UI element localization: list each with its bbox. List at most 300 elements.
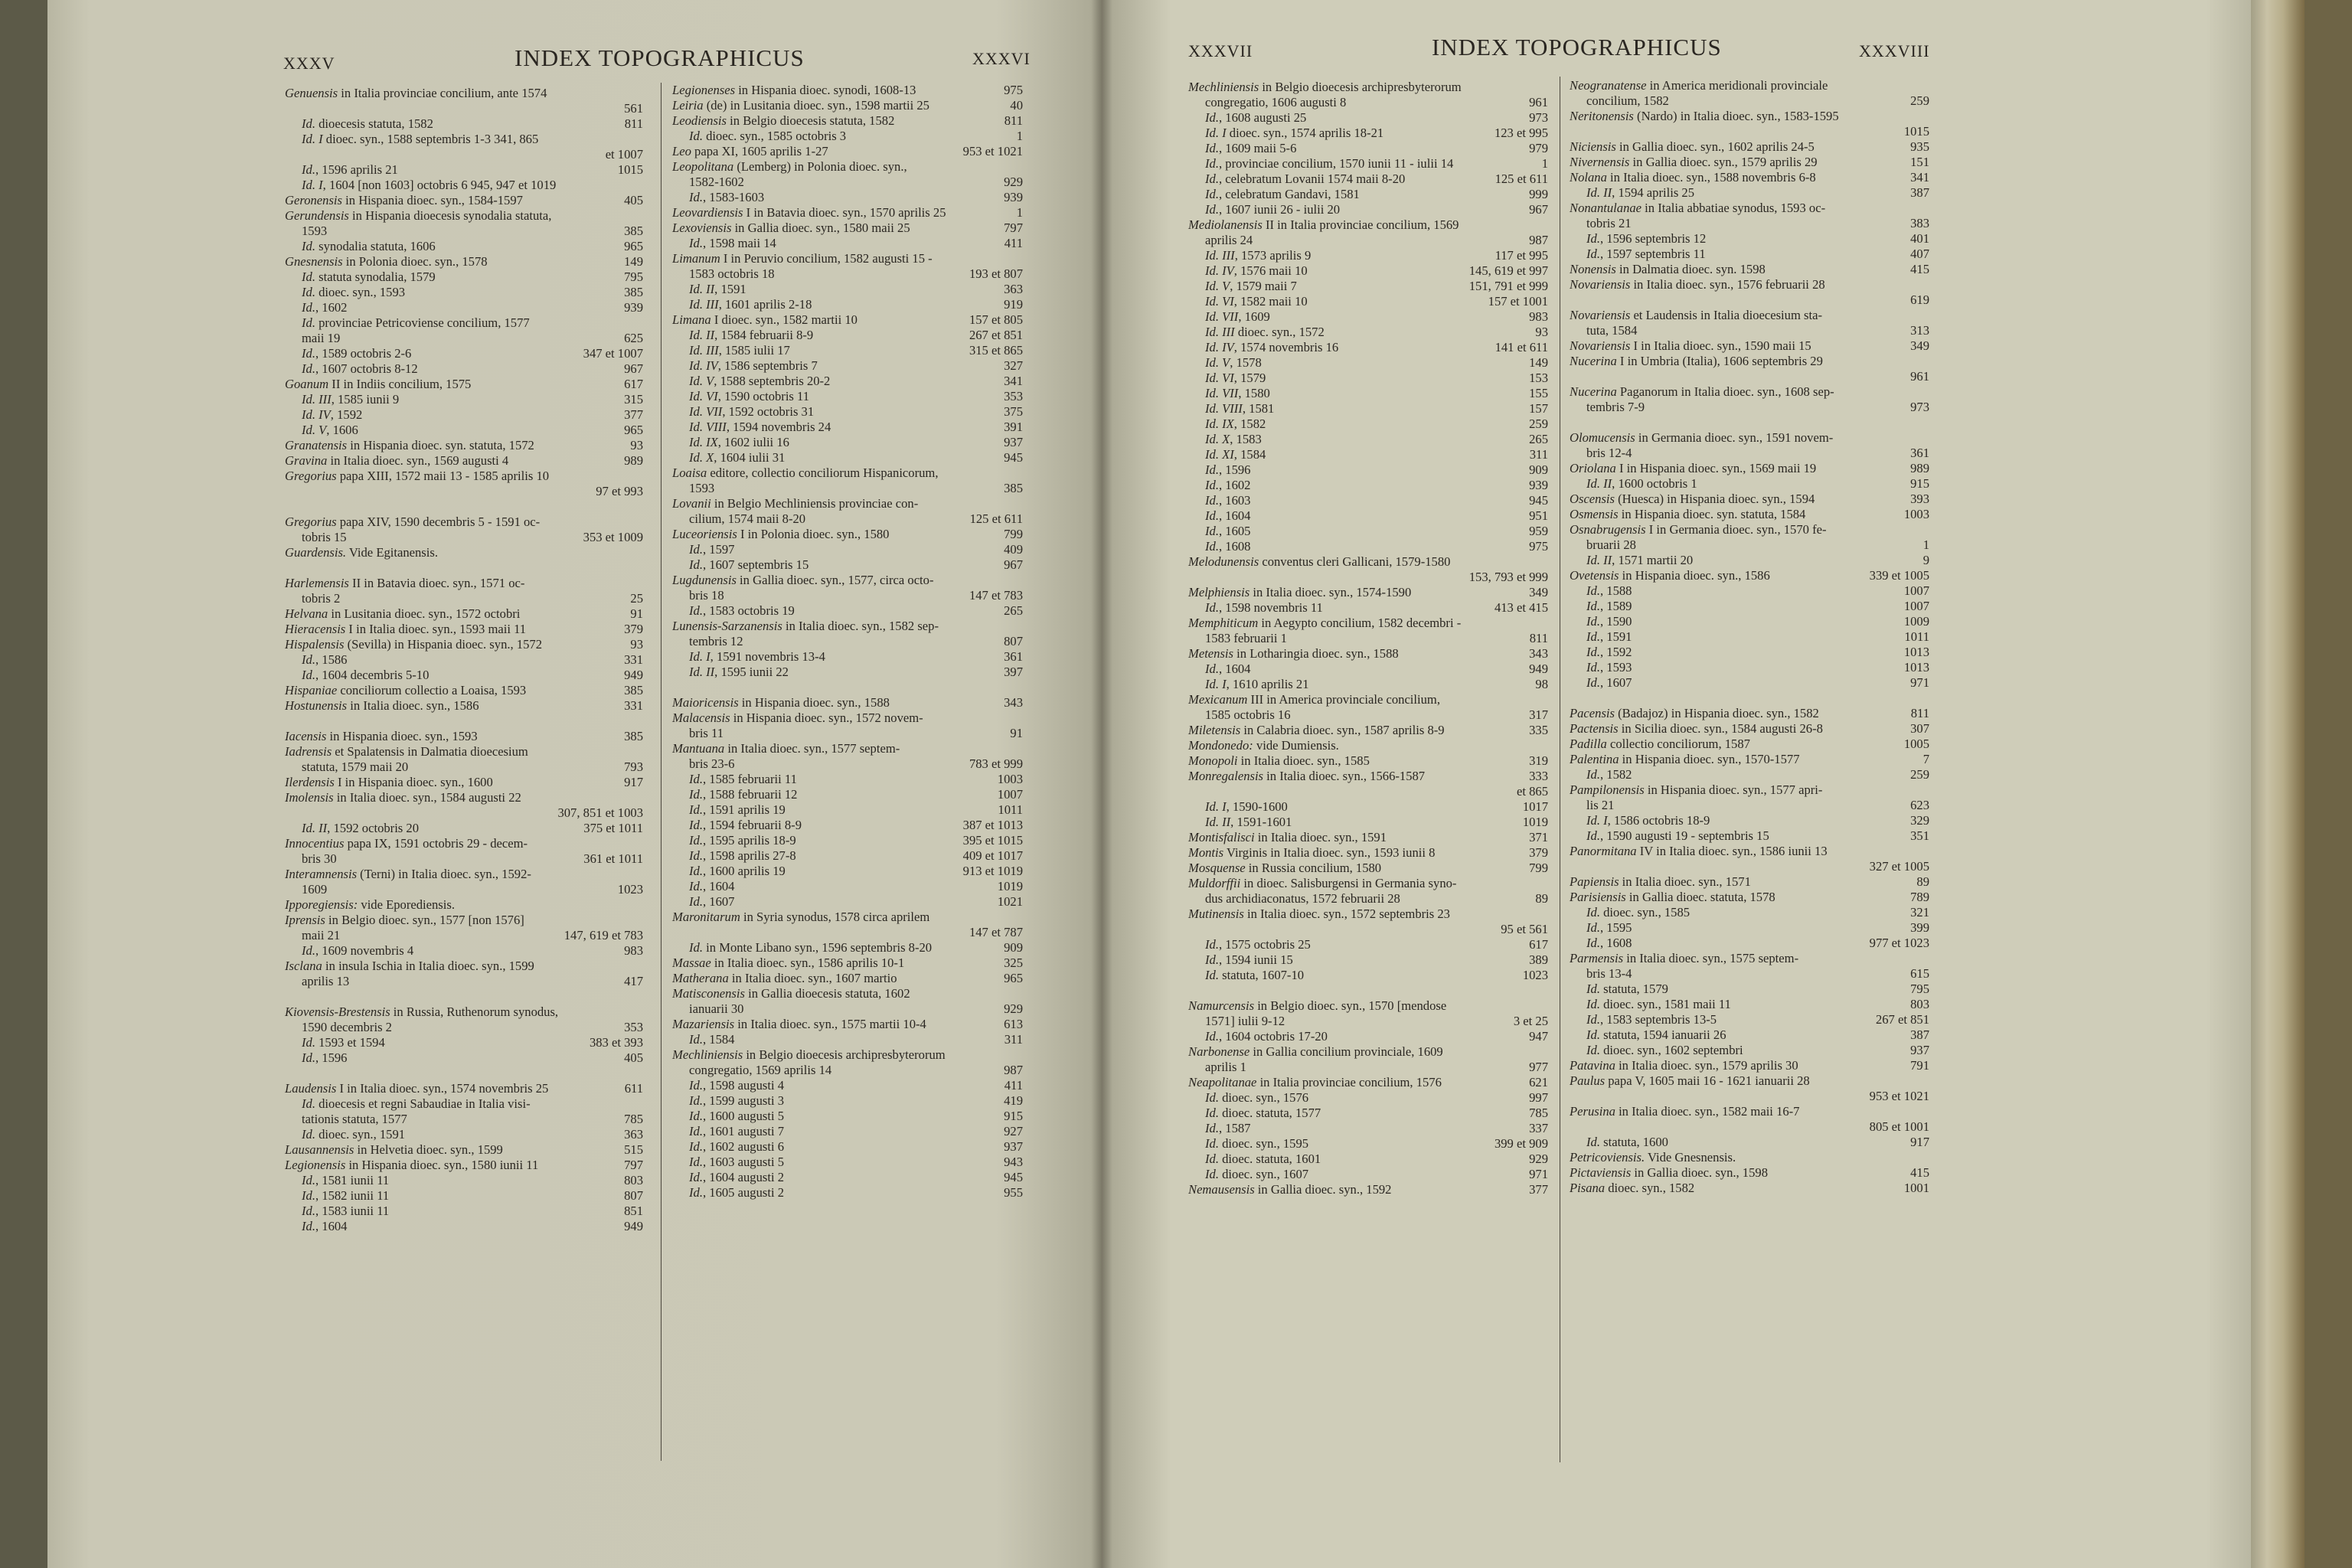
index-entry-text: Pactensis in Sicilia dioec. syn., 1584 augusti 26-8	[1570, 721, 1823, 736]
index-entry	[672, 328, 1023, 343]
index-entry-page: 987	[1529, 233, 1548, 247]
index-entry	[1570, 1043, 1929, 1058]
index-entry-page: 939	[624, 300, 643, 315]
index-entry	[285, 1066, 643, 1081]
left-page-column-rule	[661, 83, 662, 1461]
index-entry	[1570, 231, 1929, 247]
index-entry	[672, 741, 1023, 756]
index-entry-page: 999	[1529, 187, 1548, 201]
index-entry	[1188, 1106, 1548, 1121]
index-entry-text: tobris 15	[302, 530, 347, 544]
index-entry	[1188, 172, 1548, 187]
index-entry-text: Papiensis in Italia dioec. syn., 1571	[1570, 874, 1751, 889]
index-entry-page: 811	[624, 116, 643, 131]
index-entry-text: Mantuana in Italia dioec. syn., 1577 septem-	[672, 741, 900, 756]
index-entry-text: Id., 1590 augusti 19 - septembris 15	[1586, 828, 1769, 843]
index-entry	[1570, 553, 1929, 568]
index-entry	[1188, 677, 1548, 692]
index-entry-page: 1019	[1522, 815, 1548, 829]
index-entry-text: Id., 1603	[1205, 493, 1251, 508]
index-entry	[672, 1001, 1023, 1017]
index-entry-page: 797	[1004, 220, 1023, 235]
index-entry	[672, 389, 1023, 404]
index-entry-page: 1011	[1904, 629, 1929, 644]
index-entry-page: 399 et 909	[1494, 1136, 1548, 1151]
index-entry-page: 939	[1004, 190, 1023, 204]
book-page-edges	[2251, 0, 2305, 1568]
index-entry-page: 949	[624, 668, 643, 682]
index-entry-text: Id. IX, 1582	[1205, 416, 1266, 431]
index-entry	[285, 377, 643, 392]
index-entry-text: Matisconensis in Gallia dioecesis statuta, 1602	[672, 986, 910, 1001]
index-entry	[1570, 537, 1929, 553]
index-entry-page: 515	[624, 1142, 643, 1157]
left-page-number-xxxvi: XXXVI	[972, 49, 1031, 68]
index-entry-page: et 865	[1516, 784, 1548, 799]
index-entry	[672, 404, 1023, 420]
index-entry	[1188, 141, 1548, 156]
index-entry-text: Id., 1587	[1205, 1121, 1251, 1135]
index-entry-page: 337	[1529, 1121, 1548, 1135]
index-entry-text: Pacensis (Badajoz) in Hispania dioec. syn., 1582	[1570, 706, 1819, 720]
index-entry	[1188, 876, 1548, 891]
index-entry	[672, 695, 1023, 710]
index-entry	[1570, 277, 1929, 292]
index-entry-text: Nucerina Paganorum in Italia dioec. syn., 1608 sep-	[1570, 384, 1834, 399]
index-entry-text: Id. III, 1601 aprilis 2-18	[689, 297, 812, 312]
index-entry-page: 811	[1529, 631, 1548, 645]
index-entry	[1188, 355, 1548, 371]
index-entry	[285, 300, 643, 315]
index-entry-text: Id., 1595 aprilis 18-9	[689, 833, 796, 848]
index-entry	[672, 557, 1023, 573]
index-entry-text: Id. dioec. statuta, 1577	[1205, 1106, 1321, 1120]
index-entry-page: 953 et 1021	[1869, 1089, 1929, 1103]
index-entry-text: aprilis 24	[1205, 233, 1253, 247]
index-entry	[672, 1093, 1023, 1109]
index-entry-page: 1021	[997, 894, 1023, 909]
index-entry-page: 949	[624, 1219, 643, 1233]
index-entry	[1570, 737, 1929, 752]
index-entry	[1188, 753, 1548, 769]
index-entry-page: 1	[1016, 129, 1023, 143]
index-entry-page: 803	[624, 1173, 643, 1187]
index-entry-text: Hispaniae conciliorum collectio a Loaisa, 1593	[285, 683, 527, 697]
index-entry-text: 1585 octobris 16	[1205, 707, 1291, 722]
index-entry	[1570, 1135, 1929, 1150]
index-entry	[672, 190, 1023, 205]
index-entry	[672, 787, 1023, 802]
index-entry	[1570, 522, 1929, 537]
index-entry-page: 945	[1529, 493, 1548, 508]
index-entry-page: 965	[1004, 971, 1023, 985]
index-entry-text: Parisiensis in Gallia dioec. statuta, 1578	[1570, 890, 1775, 904]
index-entry-page: 95 et 561	[1501, 922, 1548, 936]
index-entry-text: Namurcensis in Belgio dioec. syn., 1570 [mendose	[1188, 998, 1447, 1013]
index-entry-text: Ovetensis in Hispania dioec. syn., 1586	[1570, 568, 1770, 583]
index-entry-text: Id., 1608	[1586, 936, 1632, 950]
index-entry-page: 157	[1529, 401, 1548, 416]
index-entry-text: Osnabrugensis I in Germania dioec. syn., 1570 fe-	[1570, 522, 1827, 537]
index-entry	[1570, 675, 1929, 691]
book-cover-edge	[2305, 0, 2352, 1568]
index-entry-text: Id., 1588	[1586, 583, 1632, 598]
index-entry-page: 391	[1004, 420, 1023, 434]
index-entry	[285, 514, 643, 530]
index-entry-text: Palentina in Hispania dioec. syn., 1570-1577	[1570, 752, 1800, 766]
index-entry	[1570, 982, 1929, 997]
index-entry-text: Iadrensis et Spalatensis in Dalmatia dioecesium	[285, 744, 528, 759]
left-page-column-1	[285, 86, 643, 1234]
index-entry	[672, 236, 1023, 251]
index-entry	[1188, 631, 1548, 646]
index-entry	[1188, 371, 1548, 386]
index-entry	[672, 312, 1023, 328]
index-entry-text: Id. II, 1592 octobris 20	[302, 821, 420, 835]
index-entry-page: 361	[1910, 446, 1929, 460]
index-entry-page: 945	[1004, 1170, 1023, 1184]
index-entry-page: 383	[1910, 216, 1929, 230]
index-entry-text: Mechliniensis in Belgio dioecesis archipresbyterorum	[1188, 80, 1462, 94]
index-entry	[1570, 1104, 1929, 1119]
index-entry	[1188, 386, 1548, 401]
index-entry-page: 799	[1529, 861, 1548, 875]
index-entry-text: Monopoli in Italia dioec. syn., 1585	[1188, 753, 1370, 768]
index-entry	[285, 974, 643, 989]
index-entry-text: Id. II, 1584 februarii 8-9	[689, 328, 814, 342]
index-entry-page: 619	[1910, 292, 1929, 307]
index-entry	[1570, 782, 1929, 798]
index-entry-page: 157 et 805	[969, 312, 1023, 327]
index-entry-text: Id. statuta, 1607-10	[1205, 968, 1305, 982]
index-entry-text: maii 21	[302, 928, 341, 942]
index-entry	[1570, 155, 1929, 170]
index-entry-text: Geronensis in Hispania dioec. syn., 1584-1597	[285, 193, 523, 207]
index-entry	[672, 83, 1023, 98]
index-entry	[1570, 966, 1929, 982]
index-entry-page: 343	[1004, 695, 1023, 710]
index-entry-text: Miletensis in Calabria dioec. syn., 1587 aprilis 8-9	[1188, 723, 1445, 737]
index-entry-text: Petricoviensis. Vide Gnesnensis.	[1570, 1150, 1736, 1165]
index-entry	[285, 790, 643, 805]
index-entry-text: Id., 1589	[1586, 599, 1632, 613]
index-entry-page: 789	[1910, 890, 1929, 904]
index-entry-page: 611	[624, 1081, 643, 1096]
index-entry	[672, 910, 1023, 925]
index-entry-page: 1005	[1903, 737, 1929, 751]
index-entry	[1570, 1119, 1929, 1135]
index-entry	[285, 560, 643, 576]
index-entry-page: 141 et 611	[1494, 340, 1548, 354]
index-entry-page: 393	[1910, 492, 1929, 506]
index-entry-text: Id. dioec. syn., 1595	[1205, 1136, 1309, 1151]
index-entry	[672, 175, 1023, 190]
index-entry-text: Id. I dioec. syn., 1588 septembris 1-3 341, 865	[302, 132, 539, 146]
index-entry-page: 785	[1529, 1106, 1548, 1120]
index-entry-page: 959	[1529, 524, 1548, 538]
index-entry	[1570, 247, 1929, 262]
index-entry-text: 1571] iulii 9-12	[1205, 1014, 1285, 1028]
index-entry-text: Id. in Monte Libano syn., 1596 septembris 8-20	[689, 940, 933, 955]
index-entry	[1570, 1058, 1929, 1073]
index-entry-page: 405	[624, 1050, 643, 1065]
index-entry-page: 91	[630, 606, 643, 621]
index-entry-page: 147 et 787	[969, 925, 1023, 939]
index-entry-text: Id. statuta, 1594 ianuarii 26	[1586, 1027, 1726, 1042]
index-entry	[285, 851, 643, 867]
index-entry	[1188, 799, 1548, 815]
index-entry	[285, 1004, 643, 1020]
index-entry-text: Id., 1582 iunii 11	[302, 1188, 390, 1203]
index-entry-text: Malacensis in Hispania dioec. syn., 1572 novem-	[672, 710, 923, 725]
index-entry	[672, 113, 1023, 129]
index-entry-page: 417	[624, 974, 643, 988]
index-entry-text: tuta, 1584	[1586, 323, 1638, 338]
index-entry-page: 335	[1529, 723, 1548, 737]
index-entry	[1570, 124, 1929, 139]
index-entry-text: Id., 1599 augusti 3	[689, 1093, 784, 1108]
index-entry	[672, 251, 1023, 266]
index-entry	[672, 1109, 1023, 1124]
index-entry-text: Padilla collectio conciliorum, 1587	[1570, 737, 1750, 751]
index-entry	[285, 805, 643, 821]
index-entry	[672, 573, 1023, 588]
index-entry-page: 943	[1004, 1155, 1023, 1169]
index-entry-page: 89	[1535, 891, 1548, 906]
index-entry-page: 979	[1529, 141, 1548, 155]
index-entry-page: 385	[624, 683, 643, 697]
index-entry-page: 395 et 1015	[962, 833, 1023, 848]
index-entry-text: Loaisa editore, collectio conciliorum Hispanicorum,	[672, 466, 939, 480]
index-entry	[1188, 309, 1548, 325]
index-entry-page: 147, 619 et 783	[564, 928, 643, 942]
index-entry	[285, 591, 643, 606]
index-entry	[1188, 906, 1548, 922]
index-entry-text: Leopolitana (Lemberg) in Polonia dioec. syn.,	[672, 159, 907, 174]
index-entry-text: Montis Virginis in Italia dioec. syn., 1593 iunii 8	[1188, 845, 1436, 860]
index-entry	[1188, 922, 1548, 937]
index-entry-page: 259	[1529, 416, 1548, 431]
index-entry	[1570, 936, 1929, 951]
index-entry	[1188, 616, 1548, 631]
index-entry-text: Mediolanensis II in Italia provinciae concilium, 1569	[1188, 217, 1459, 232]
index-entry-page: 259	[1910, 767, 1929, 782]
index-entry	[285, 668, 643, 683]
index-entry	[1570, 614, 1929, 629]
index-entry	[1570, 1181, 1929, 1196]
index-entry	[1570, 185, 1929, 201]
index-entry-text: Id., 1607 octobris 8-12	[302, 361, 418, 376]
index-entry	[672, 435, 1023, 450]
index-entry-page: 151, 791 et 999	[1468, 279, 1548, 293]
index-entry	[1570, 430, 1929, 446]
index-entry-text: Lexoviensis in Gallia dioec. syn., 1580 maii 25	[672, 220, 910, 235]
index-entry-text: Patavina in Italia dioec. syn., 1579 aprilis 30	[1570, 1058, 1798, 1073]
index-entry-text: Parmensis in Italia dioec. syn., 1575 septem-	[1570, 951, 1799, 965]
index-entry-text: Memphiticum in Aegypto concilium, 1582 decembri -	[1188, 616, 1462, 630]
index-entry	[672, 511, 1023, 527]
index-entry	[1188, 784, 1548, 799]
index-entry	[1570, 109, 1929, 124]
index-entry	[285, 775, 643, 790]
index-entry-text: Id., 1595	[1586, 920, 1632, 935]
index-entry-page: 377	[624, 407, 643, 422]
index-entry-text: Id. IV, 1576 maii 10	[1205, 263, 1308, 278]
index-entry-page: 375 et 1011	[583, 821, 643, 835]
index-entry-text: Gregorius papa XIII, 1572 maii 13 - 1585 aprilis 10	[285, 469, 550, 483]
index-entry-text: Mechliniensis in Belgio dioecesis archipresbyterorum	[672, 1047, 946, 1062]
index-entry-page: 315 et 865	[969, 343, 1023, 358]
index-entry-text: bris 30	[302, 851, 337, 866]
index-entry	[672, 802, 1023, 818]
index-entry-text: Id. VII, 1609	[1205, 309, 1270, 324]
index-entry-text: Melphiensis in Italia dioec. syn., 1574-1590	[1188, 585, 1412, 599]
index-entry-text: Id., 1598 novembris 11	[1205, 600, 1323, 615]
index-entry-text: Harlemensis II in Batavia dioec. syn., 1571 oc-	[285, 576, 525, 590]
index-entry-page: 193 et 807	[969, 266, 1023, 281]
index-entry	[285, 943, 643, 959]
index-entry-page: 411	[1004, 236, 1023, 250]
index-entry-text: Id. VIII, 1581	[1205, 401, 1275, 416]
index-entry	[1570, 645, 1929, 660]
index-entry-page: 265	[1004, 603, 1023, 618]
index-entry-text: 1609	[302, 882, 328, 897]
index-entry	[1570, 1027, 1929, 1043]
index-entry-text: Id., 1601 augusti 7	[689, 1124, 784, 1138]
index-entry	[672, 542, 1023, 557]
index-entry-text: dus archidiaconatus, 1572 februarii 28	[1205, 891, 1400, 906]
index-entry-text: Id. III, 1573 aprilis 9	[1205, 248, 1312, 263]
index-entry-page: 125 et 611	[969, 511, 1023, 526]
index-entry-page: 25	[630, 591, 643, 606]
index-entry-page: 385	[624, 729, 643, 743]
index-entry-page: 967	[1529, 202, 1548, 217]
index-entry	[285, 193, 643, 208]
index-entry-text: Granatensis in Hispania dioec. syn. statuta, 1572	[285, 438, 534, 452]
index-entry	[1570, 890, 1929, 905]
index-entry-page: 341	[1910, 170, 1929, 185]
index-entry-page: 341	[1004, 374, 1023, 388]
index-entry	[1188, 968, 1548, 983]
index-entry-text: Id. I, 1610 aprilis 21	[1205, 677, 1309, 691]
index-entry	[672, 833, 1023, 848]
index-entry-page: 803	[1910, 997, 1929, 1011]
index-entry-text: 1593	[302, 224, 328, 238]
index-entry-text: Mutinensis in Italia dioec. syn., 1572 septembris 23	[1188, 906, 1450, 921]
index-entry	[285, 1173, 643, 1188]
index-entry-page: 625	[624, 331, 643, 345]
index-entry-text: 1583 octobris 18	[689, 266, 775, 281]
index-entry-page: 313	[1910, 323, 1929, 338]
index-entry	[285, 423, 643, 438]
index-entry-text: Id. provinciae Petricoviense concilium, 1577	[302, 315, 530, 330]
index-entry	[1188, 233, 1548, 248]
index-entry	[285, 821, 643, 836]
index-entry	[285, 132, 643, 147]
index-entry	[1188, 1060, 1548, 1075]
index-entry	[1188, 1029, 1548, 1044]
index-entry	[1188, 952, 1548, 968]
index-entry	[672, 1032, 1023, 1047]
index-entry	[672, 374, 1023, 389]
index-entry-text: Id. 1593 et 1594	[302, 1035, 385, 1050]
index-entry-page: 97 et 993	[596, 484, 643, 498]
index-entry-page: 311	[1529, 447, 1548, 462]
index-entry-text: Id., 1607	[689, 894, 735, 909]
index-entry	[672, 129, 1023, 144]
index-entry-text: Id. VI, 1582 maii 10	[1205, 294, 1308, 309]
index-entry	[1188, 401, 1548, 416]
index-entry	[1188, 692, 1548, 707]
index-entry	[1570, 813, 1929, 828]
index-entry-page: 799	[1004, 527, 1023, 541]
index-entry-text: Nonantulanae in Italia abbatiae synodus, 1593 oc-	[1570, 201, 1826, 215]
index-entry-text: Id. I, 1586 octobris 18-9	[1586, 813, 1710, 828]
index-entry	[1188, 891, 1548, 906]
index-entry-text: Leovardiensis I in Batavia dioec. syn., 1570 aprilis 25	[672, 205, 946, 220]
index-entry	[1188, 937, 1548, 952]
index-entry-text: Id., 1594 februarii 8-9	[689, 818, 802, 832]
index-entry-page: 317	[1529, 707, 1548, 722]
index-entry-text: Id. II, 1571 martii 20	[1586, 553, 1694, 567]
index-entry-page: 929	[1004, 175, 1023, 189]
index-entry-page: 329	[1910, 813, 1929, 828]
index-entry	[285, 1050, 643, 1066]
index-entry	[1188, 707, 1548, 723]
index-entry-text: Neogranatense in America meridionali provinciale	[1570, 78, 1828, 93]
index-entry-page: 937	[1004, 435, 1023, 449]
index-entry-text: Helvana in Lusitania dioec. syn., 1572 octobri	[285, 606, 521, 621]
index-entry-page: 387 et 1013	[962, 818, 1023, 832]
index-entry-page: 617	[1529, 937, 1548, 952]
index-entry	[1188, 1167, 1548, 1182]
index-entry-page: 987	[1004, 1063, 1023, 1077]
index-entry	[285, 315, 643, 331]
index-entry-text: Perusina in Italia dioec. syn., 1582 maii 16-7	[1570, 1104, 1800, 1119]
index-entry-text: Limana I dioec. syn., 1582 martii 10	[672, 312, 858, 327]
index-entry-text: Pictaviensis in Gallia dioec. syn., 1598	[1570, 1165, 1768, 1180]
index-entry-page: 955	[1004, 1185, 1023, 1200]
index-entry-page: 1007	[1903, 583, 1929, 598]
index-entry-text: Matherana in Italia dioec. syn., 1607 martio	[672, 971, 897, 985]
index-entry-page: 919	[1004, 297, 1023, 312]
index-entry	[1570, 507, 1929, 522]
index-entry-page: 327	[1004, 358, 1023, 373]
index-entry	[1188, 248, 1548, 263]
index-entry-page: 811	[1004, 113, 1023, 128]
index-entry-text: Paulus papa V, 1605 maii 16 - 1621 ianuarii 28	[1570, 1073, 1810, 1088]
index-entry	[285, 1020, 643, 1035]
index-entry-page: 149	[624, 254, 643, 269]
index-entry-page: 377	[1529, 1182, 1548, 1197]
index-entry	[285, 1035, 643, 1050]
index-entry-text: Osmensis in Hispania dioec. syn. statuta, 1584	[1570, 507, 1806, 521]
index-entry-text: 1590 decembris 2	[302, 1020, 392, 1034]
index-entry-page: 361 et 1011	[583, 851, 643, 866]
index-entry	[1188, 493, 1548, 508]
index-entry-page: 415	[1910, 262, 1929, 276]
index-entry	[1570, 1150, 1929, 1165]
index-entry	[1188, 416, 1548, 432]
index-entry	[672, 710, 1023, 726]
index-entry	[1570, 262, 1929, 277]
index-entry	[1188, 1182, 1548, 1197]
index-entry-page: 331	[624, 652, 643, 667]
index-entry-page: 793	[624, 760, 643, 774]
index-entry	[285, 331, 643, 346]
index-entry-text: Id. I, 1590-1600	[1205, 799, 1288, 814]
index-entry	[285, 928, 643, 943]
